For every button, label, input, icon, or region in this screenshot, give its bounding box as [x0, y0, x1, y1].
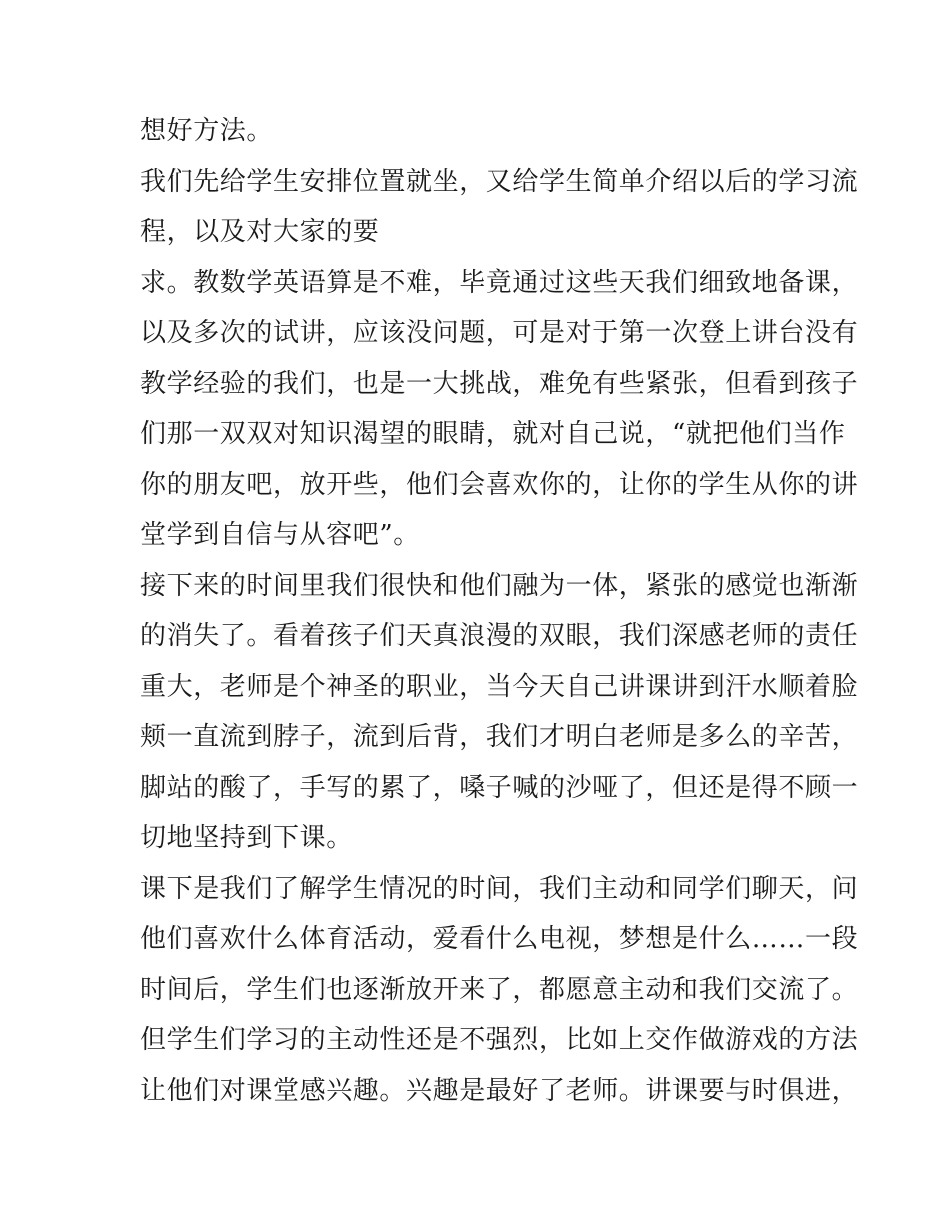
text-line: 时间后，学生们也逐渐放开来了，都愿意主动和我们交流了。	[140, 974, 859, 1005]
text-line: 切地坚持到下课。	[140, 823, 353, 853]
text-line: 他们喜欢什么体育活动，爱看什么电视，梦想是什么……一段	[140, 924, 859, 954]
text-line: 求。教数学英语算是不难，毕竟通过这些天我们细致地备课，	[140, 267, 859, 298]
text-line: 的消失了。看着孩子们天真浪漫的双眼，我们深感老师的责任	[140, 621, 859, 651]
text-line: 程，以及对大家的要	[140, 217, 380, 247]
text-line: 但学生们学习的主动性还是不强烈，比如上交作做游戏的方法	[140, 1025, 859, 1055]
text-line: 颊一直流到脖子，流到后背，我们才明白老师是多么的辛苦，	[140, 722, 859, 752]
text-line: 让他们对课堂感兴趣。兴趣是最好了老师。讲课要与时俱进，	[140, 1075, 859, 1106]
text-line: 接下来的时间里我们很快和他们融为一体，紧张的感觉也渐渐	[140, 570, 859, 601]
body-text	[140, 106, 859, 1116]
text-line: 课下是我们了解学生情况的时间，我们主动和同学们聊天，问	[140, 873, 859, 904]
text-line: 你的朋友吧，放开些，他们会喜欢你的，让你的学生从你的讲	[140, 469, 859, 500]
text-line: 们那一双双对知识渴望的眼睛，就对自己说，“就把他们当作	[140, 419, 846, 449]
text-line: 教学经验的我们，也是一大挑战，难免有些紧张，但看到孩子	[140, 368, 859, 399]
text-line: 重大，老师是个神圣的职业，当今天自己讲课讲到汗水顺着脸	[140, 671, 859, 702]
text-line: 以及多次的试讲，应该没问题，可是对于第一次登上讲台没有	[140, 318, 859, 348]
text-line: 脚站的酸了，手写的累了，嗓子喊的沙哑了，但还是得不顾一	[140, 772, 859, 803]
text-line: 想好方法。	[140, 116, 274, 146]
text-line: 我们先给学生安排位置就坐，又给学生简单介绍以后的学习流	[140, 166, 859, 197]
text-line: 堂学到自信与从容吧”。	[140, 520, 420, 550]
